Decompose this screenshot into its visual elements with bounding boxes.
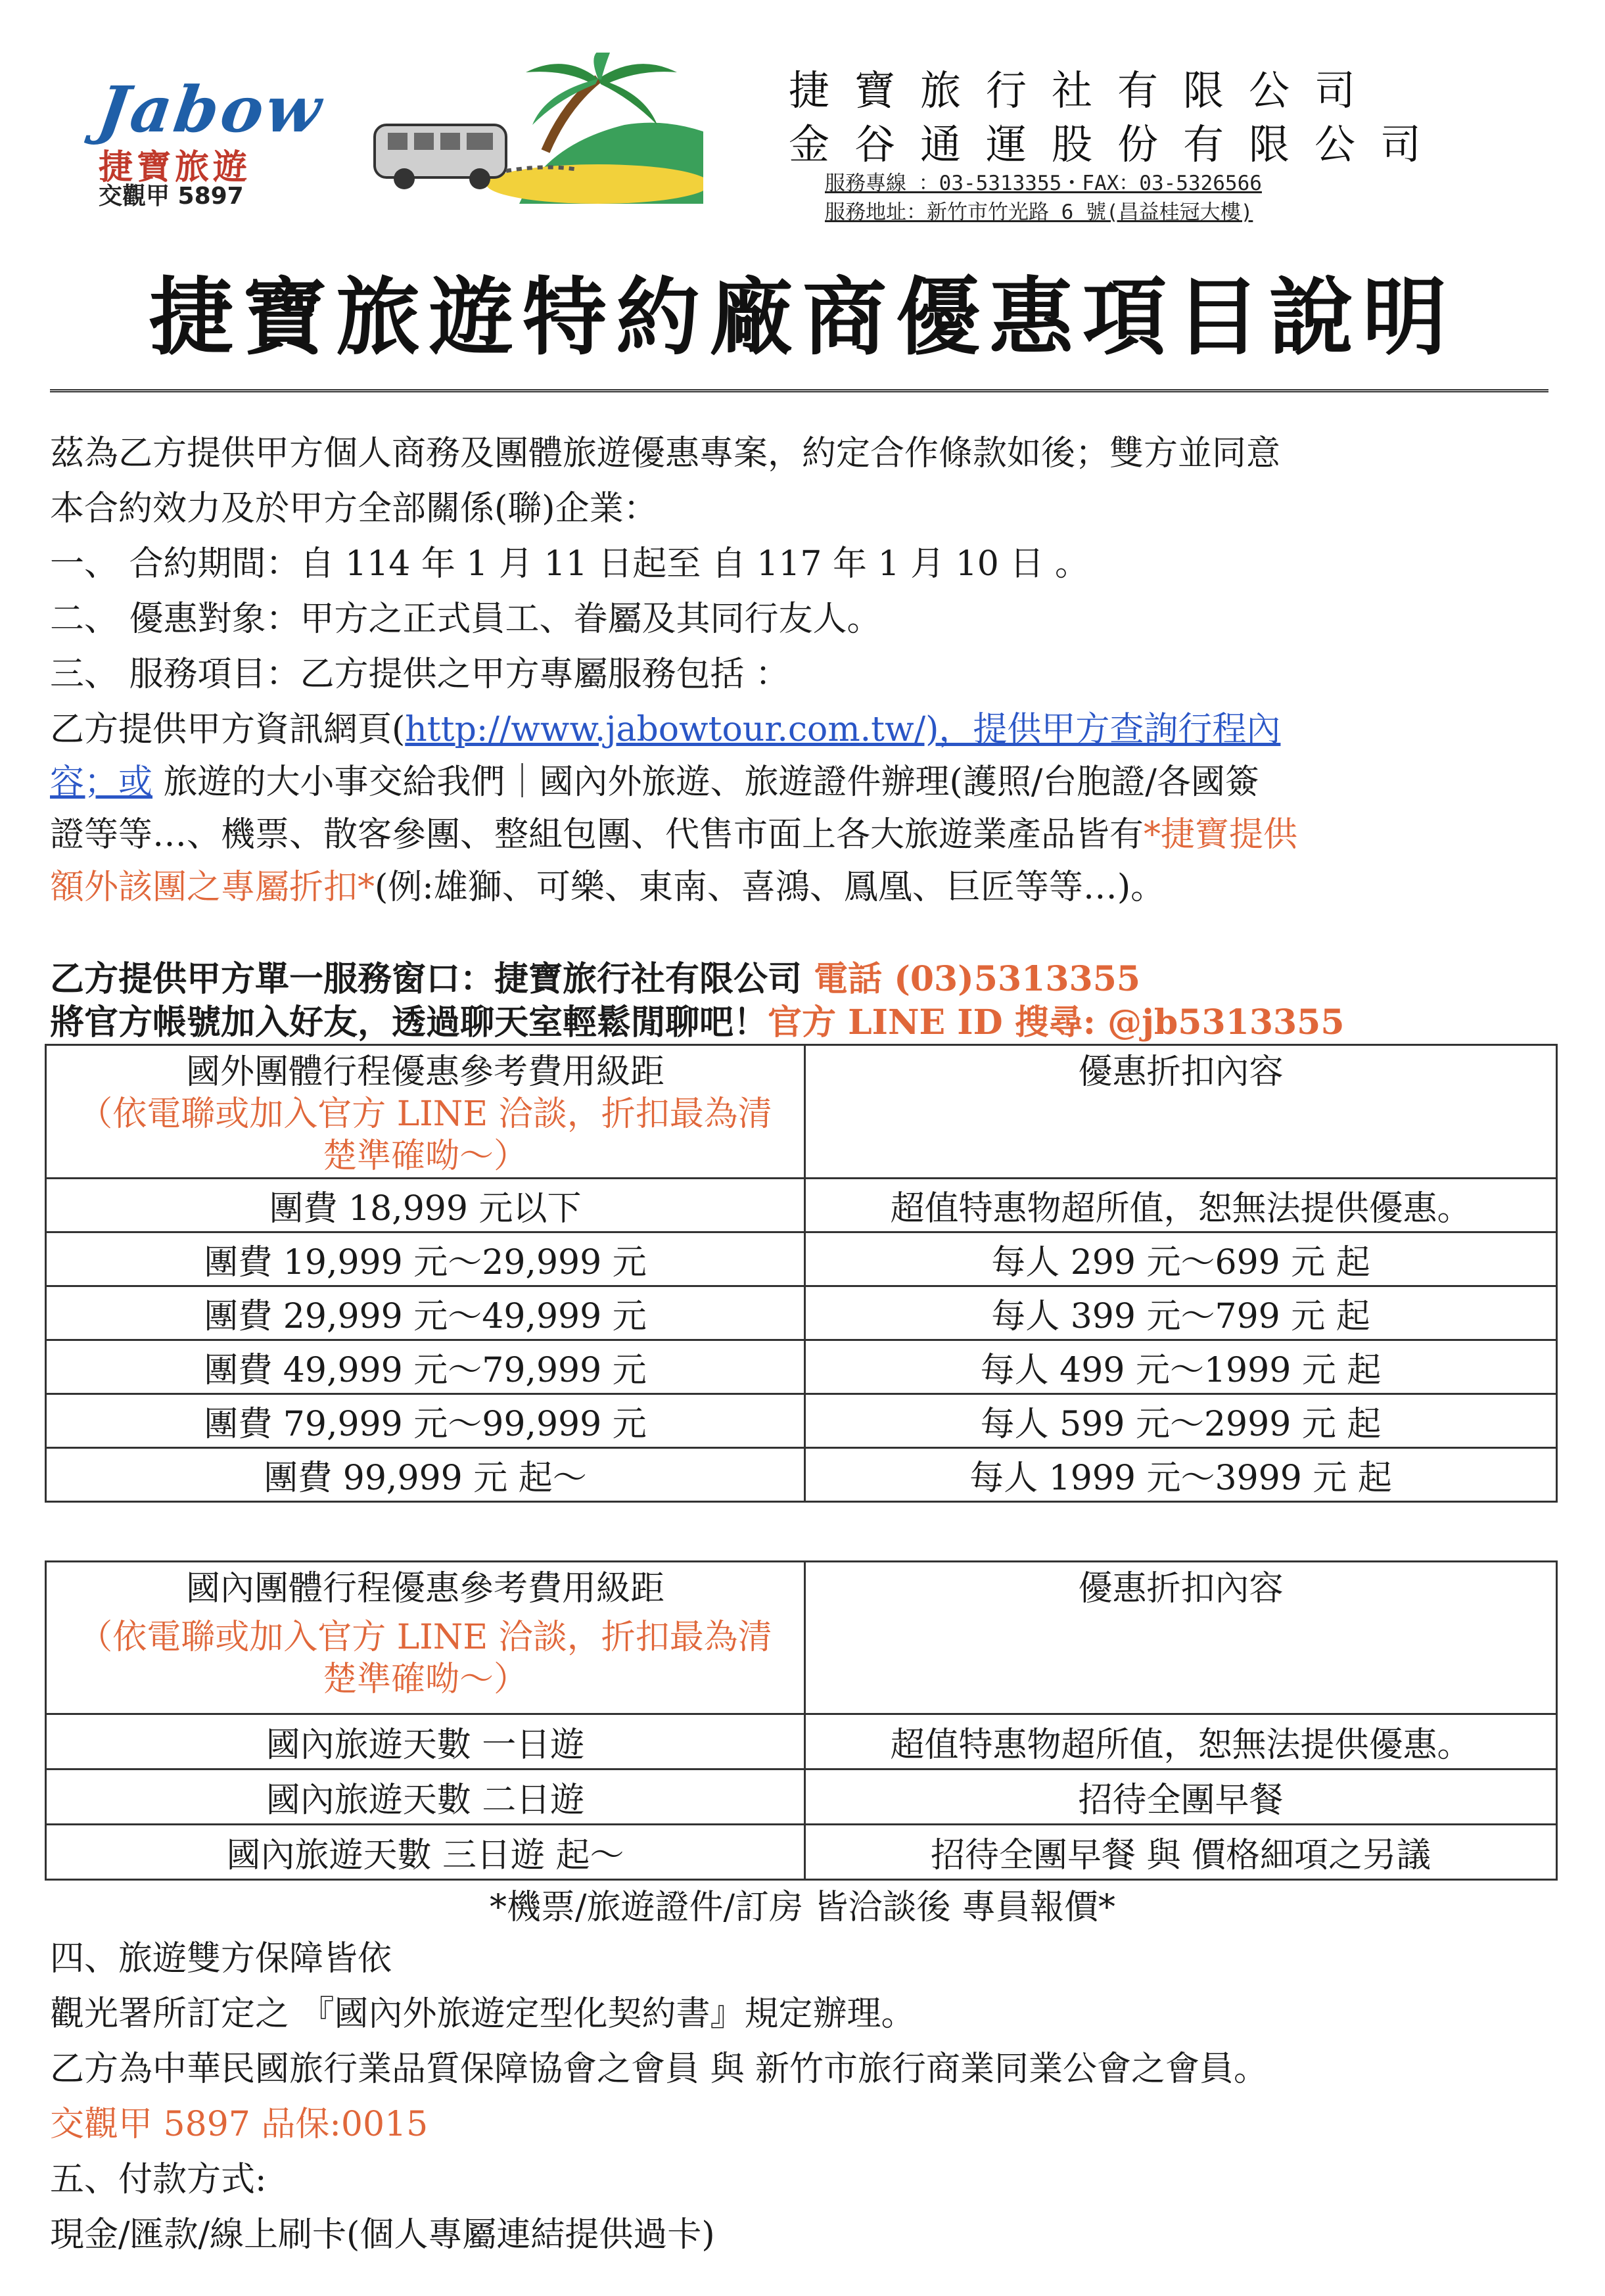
- service-address: 服務地址：新竹市竹光路 6 號(昌益桂冠大樓): [825, 200, 1253, 224]
- overseas-header-left: [46, 1045, 805, 1179]
- discount: 每人 399 元～799 元 起: [805, 1286, 1557, 1340]
- table-row: [46, 1286, 1557, 1340]
- fee-range: 團費 99,999 元 起～: [46, 1448, 805, 1502]
- section-5-line-1: 現金/匯款/線上刷卡(個人專屬連結提供過卡): [50, 2215, 715, 2255]
- line-invite: 將官方帳號加入好友，透過聊天室輕鬆閒聊吧！: [50, 1002, 768, 1043]
- domestic-header-right: 優惠折扣內容: [805, 1562, 1557, 1714]
- company-name-primary: 捷寶旅行社有限公司: [789, 66, 1381, 114]
- table-row: [46, 1825, 1557, 1880]
- section-4-line-1: 觀光署所訂定之 『國內外旅遊定型化契約書』規定辦理。: [50, 1994, 916, 2034]
- contact-line-2: [50, 995, 1555, 1050]
- logo-license-number: 交觀甲 5897: [99, 183, 244, 210]
- domestic-header-note: （依電聯或加入官方 LINE 洽談，折扣最為清楚準確呦～）: [78, 1618, 772, 1699]
- fee-range: 團費 18,999 元以下: [46, 1179, 805, 1232]
- overseas-header-right: 優惠折扣內容: [805, 1045, 1557, 1179]
- contact-window: 乙方提供甲方單一服務窗口：捷寶旅行社有限公司: [50, 959, 814, 999]
- table-row: [46, 1394, 1557, 1448]
- table-row: [46, 1448, 1557, 1502]
- item-services: 三、 服務項目：乙方提供之甲方專屬服務包括 ：: [50, 655, 790, 694]
- domestic-header-title: 國內團體行程優惠參考費用級距: [185, 1569, 664, 1608]
- logo-chinese-name: 捷寶旅遊: [99, 147, 252, 187]
- fee-range: 團費 29,999 元～49,999 元: [46, 1286, 805, 1340]
- table-footnote: *機票/旅遊證件/訂房 皆洽談後 專員報價*: [489, 1888, 1116, 1927]
- intro-line-1: 茲為乙方提供甲方個人商務及團體旅遊優惠專案，約定合作條款如後；雙方並同意: [50, 434, 1281, 473]
- domestic-header-left: [46, 1562, 805, 1714]
- exclusive-discount-note-cont: 額外該團之專屬折扣*: [50, 868, 375, 907]
- services-line-4: [50, 860, 1555, 915]
- item-contract-period: 一、 合約期間：自 114 年 1 月 11 日起至 自 117 年 1 月 10 日 。: [50, 544, 1089, 584]
- services-text: 乙方提供甲方資訊網頁(: [50, 710, 406, 749]
- company-name-secondary: 金谷通運股份有限公司: [789, 120, 1447, 168]
- divider: [50, 389, 1548, 392]
- overseas-header-note: （依電聯或加入官方 LINE 洽談，折扣最為清楚準確呦～）: [78, 1094, 772, 1176]
- exclusive-discount-note: *捷寶提供: [1144, 815, 1298, 855]
- services-line-3: [50, 807, 1555, 862]
- services-line-2: [50, 755, 1555, 810]
- table-row: [46, 1179, 1557, 1232]
- services-text: 證等等…、機票、散客參團、整組包團、代售市面上各大旅遊業產品皆有: [50, 815, 1144, 855]
- section-5-heading: 五、付款方式:: [50, 2160, 267, 2199]
- section-4-heading: 四、旅遊雙方保障皆依: [50, 1939, 392, 1979]
- section-4-line-2: 乙方為中華民國旅行業品質保障協會之會員 與 新竹市旅行商業同業公會之會員。: [50, 2050, 1268, 2089]
- bus-palm-logo-icon: [348, 53, 703, 204]
- services-text: 旅遊的大小事交給我們｜國內外旅遊、旅遊證件辦理(護照/台胞證/各國簽: [152, 762, 1259, 802]
- table-row: [46, 1769, 1557, 1825]
- overseas-discount-table: [45, 1044, 1558, 1503]
- service-phone-fax: 服務專線 ：03-5313355・FAX：03-5326566: [825, 172, 1262, 195]
- discount: 每人 299 元～699 元 起: [805, 1232, 1557, 1286]
- overseas-header-title: 國外團體行程優惠參考費用級距: [185, 1052, 664, 1092]
- item-eligible-persons: 二、 優惠對象：甲方之正式員工、眷屬及其同行友人。: [50, 599, 881, 639]
- table-row: [46, 1340, 1557, 1394]
- fee-range: 團費 19,999 元～29,999 元: [46, 1232, 805, 1286]
- fee-range: 團費 49,999 元～79,999 元: [46, 1340, 805, 1394]
- intro-line-2: 本合約效力及於甲方全部關係(聯)企業：: [50, 489, 658, 528]
- trip-length: 國內旅遊天數 二日遊: [46, 1769, 805, 1825]
- table-row: [46, 1714, 1557, 1769]
- discount: 每人 599 元～2999 元 起: [805, 1394, 1557, 1448]
- discount: 每人 499 元～1999 元 起: [805, 1340, 1557, 1394]
- line-id: 官方 LINE ID 搜尋: @jb5313355: [768, 1002, 1345, 1043]
- trip-length: 國內旅遊天數 一日遊: [46, 1714, 805, 1769]
- license-quality-number: 交觀甲 5897 品保:0015: [50, 2105, 429, 2144]
- discount: 招待全團早餐 與 價格細項之另議: [805, 1825, 1557, 1880]
- fee-range: 團費 79,999 元～99,999 元: [46, 1394, 805, 1448]
- trip-length: 國內旅遊天數 三日遊 起～: [46, 1825, 805, 1880]
- discount: 超值特惠物超所值，恕無法提供優惠。: [805, 1714, 1557, 1769]
- discount: 超值特惠物超所值，恕無法提供優惠。: [805, 1179, 1557, 1232]
- website-link[interactable]: http://www.jabowtour.com.tw/)，提供甲方查詢行程內: [405, 710, 1281, 749]
- page-title: 捷寶旅遊特約廠商優惠項目說明: [149, 268, 1456, 367]
- discount: 招待全團早餐: [805, 1769, 1557, 1825]
- logo-wordmark: Jabow: [93, 72, 329, 147]
- services-line-1: [50, 702, 1555, 757]
- services-text: (例:雄獅、可樂、東南、喜鴻、鳳凰、巨匠等等…)。: [375, 868, 1165, 907]
- domestic-discount-table: [45, 1560, 1558, 1881]
- website-link-cont[interactable]: 容；或: [50, 762, 153, 802]
- table-row: [46, 1232, 1557, 1286]
- discount: 每人 1999 元～3999 元 起: [805, 1448, 1557, 1502]
- contact-phone: 電話 (03)5313355: [814, 959, 1141, 999]
